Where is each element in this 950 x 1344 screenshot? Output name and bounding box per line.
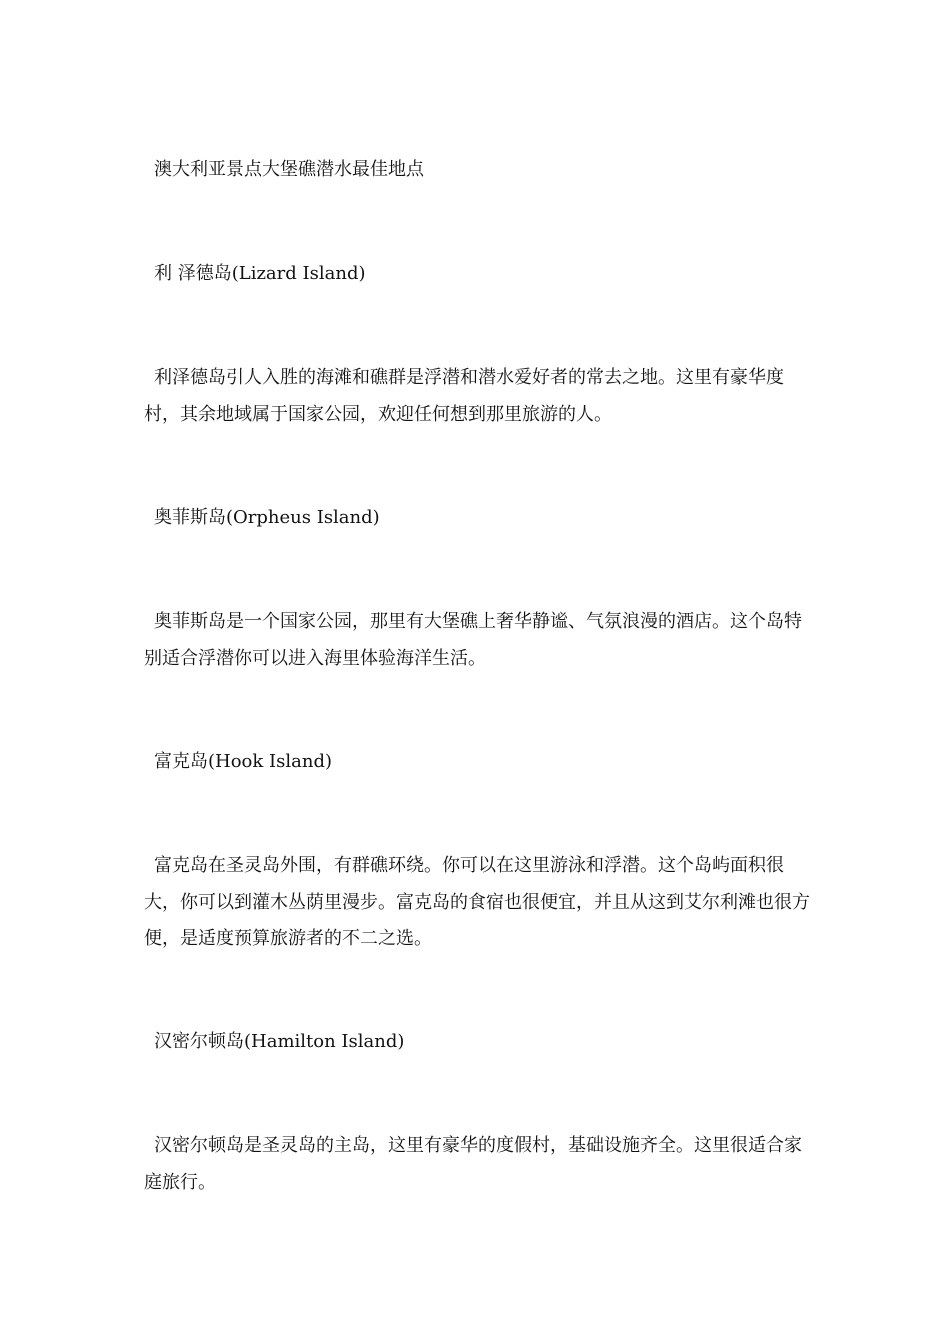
section-heading-lizard-island: 利 泽德岛(Lizard Island) [154, 263, 366, 284]
section-body-lizard-island: 利泽德岛引人入胜的海滩和礁群是浮潜和潜水爱好者的常去之地。这里有豪华度村，其余地域属于国家公园，欢迎任何想到那里旅游的人。 [144, 367, 784, 425]
section-heading-orpheus-island: 奥菲斯岛(Orpheus Island) [154, 507, 380, 528]
section-body-orpheus-island: 奥菲斯岛是一个国家公园，那里有大堡礁上奢华静谧、气氛浪漫的酒店。这个岛特别适合浮潜你可以进入海里体验海洋生活。 [144, 611, 802, 669]
document-title: 澳大利亚景点大堡礁潜水最佳地点 [154, 159, 424, 180]
section-body-hook-island: 富克岛在圣灵岛外围，有群礁环绕。你可以在这里游泳和浮潜。这个岛屿面积很大，你可以到灌木丛荫里漫步。富克岛的食宿也很便宜，并且从这到艾尔利滩也很方便，是适度预算旅游者的不二之选。 [144, 855, 810, 949]
section-heading-hook-island: 富克岛(Hook Island) [154, 751, 332, 772]
section-heading-hamilton-island: 汉密尔顿岛(Hamilton Island) [154, 1031, 405, 1052]
section-body-hamilton-island: 汉密尔顿岛是圣灵岛的主岛，这里有豪华的度假村，基础设施齐全。这里很适合家庭旅行。 [144, 1135, 802, 1193]
